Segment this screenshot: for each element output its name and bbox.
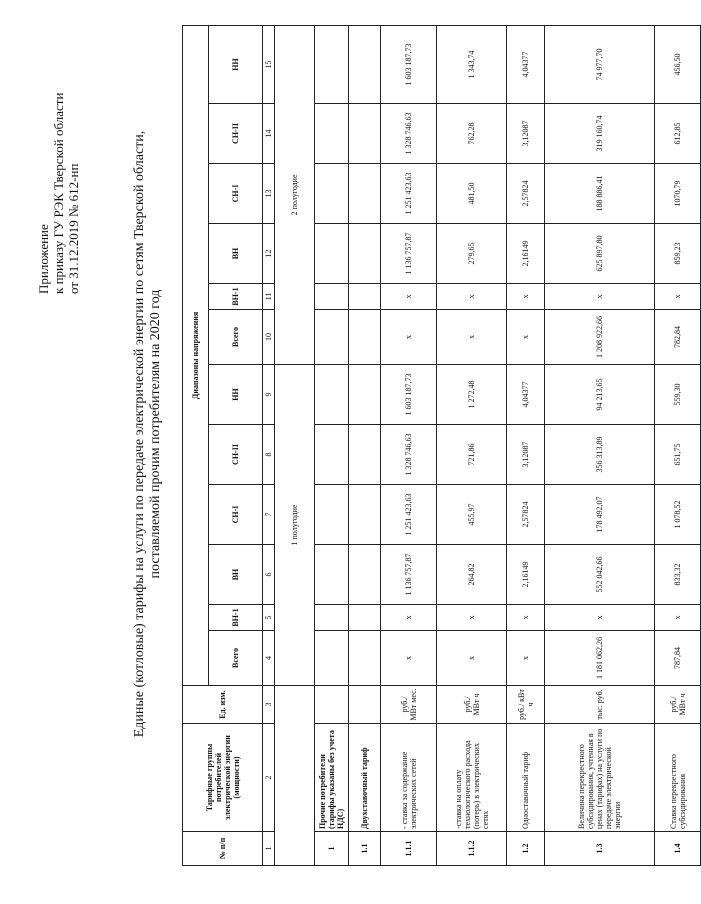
row-cell: 4,04377	[507, 365, 545, 425]
row-cell: x	[381, 631, 437, 686]
row-cell: x	[437, 631, 507, 686]
row-cell: 1 603 187,73	[381, 25, 437, 103]
row-cell: 782,84	[655, 310, 701, 365]
row-cell: x	[545, 284, 655, 310]
column-number-12: 12	[263, 224, 275, 284]
table-row	[315, 25, 349, 865]
row-cell	[315, 164, 349, 224]
row-cell	[315, 224, 349, 284]
row-cell: 94 213,65	[545, 365, 655, 425]
column-number-10: 10	[263, 310, 275, 365]
header-col-5: СН-II	[209, 425, 263, 485]
row-cell: 456,50	[655, 25, 701, 103]
row-cell	[349, 164, 381, 224]
row-cell	[349, 224, 381, 284]
row-cell: 1 136 757,87	[381, 224, 437, 284]
header-col-3: ВН	[209, 545, 263, 605]
row-cell: 3,12087	[507, 425, 545, 485]
row-cell	[315, 631, 349, 686]
row-cell: 833,32	[655, 545, 701, 605]
row-cell: x	[507, 310, 545, 365]
table-row	[655, 25, 701, 865]
column-number-15: 15	[263, 25, 275, 103]
row-cell	[349, 25, 381, 103]
row-cell: 1 078,52	[655, 485, 701, 545]
table-row	[349, 25, 381, 865]
row-cell: 455,97	[437, 485, 507, 545]
row-cell	[349, 631, 381, 686]
row-unit	[349, 686, 381, 724]
row-cell: x	[545, 605, 655, 631]
half-year-row	[275, 25, 315, 865]
row-cell: 552 042,66	[545, 545, 655, 605]
column-number-4: 4	[263, 631, 275, 686]
header-row-ranges	[183, 25, 209, 865]
row-cell: x	[437, 605, 507, 631]
row-cell: 721,86	[437, 425, 507, 485]
column-number-7: 7	[263, 485, 275, 545]
header-unit: Ед. изм.	[183, 686, 263, 724]
header-row-numbers	[263, 25, 275, 865]
row-cell: 481,50	[437, 164, 507, 224]
header-group: Тарифные группы потребителей электрической энергии (мощности)	[183, 724, 263, 832]
row-cell: x	[655, 284, 701, 310]
row-group-name: Величина перекрестного субсидирования, учтенная в ценах (тарифах) на услуги по передаче электрической энергии	[545, 724, 655, 832]
row-cell: 1 328 746,63	[381, 104, 437, 164]
row-cell: 1 343,74	[437, 25, 507, 103]
row-number: 1.1.2	[437, 832, 507, 866]
row-cell: 178 492,07	[545, 485, 655, 545]
appendix-title: Приложение	[36, 224, 51, 294]
column-number-8: 8	[263, 425, 275, 485]
row-cell: 559,30	[655, 365, 701, 425]
row-group-name: Ставка перекрестного субсидирования	[655, 724, 701, 832]
row-cell: 1 251 423,63	[381, 485, 437, 545]
row-cell	[349, 365, 381, 425]
row-cell: x	[381, 284, 437, 310]
row-cell: 1 208 922,66	[545, 310, 655, 365]
row-unit: руб./ МВт ч	[437, 686, 507, 724]
column-number-1: 1	[263, 832, 275, 866]
column-number-3: 3	[263, 686, 275, 724]
row-cell: 279,65	[437, 224, 507, 284]
half-year-spacer	[275, 686, 315, 866]
header-col-7: Всего	[209, 310, 263, 365]
row-cell: 3,12087	[507, 104, 545, 164]
row-cell: x	[437, 310, 507, 365]
column-number-13: 13	[263, 164, 275, 224]
column-number-11: 11	[263, 284, 275, 310]
row-cell: 2,16149	[507, 224, 545, 284]
row-cell	[315, 284, 349, 310]
row-number: 1.4	[655, 832, 701, 866]
half-year-1: 1 полугодие	[275, 365, 315, 686]
header-col-10: СН-I	[209, 164, 263, 224]
row-cell	[349, 485, 381, 545]
row-cell	[315, 545, 349, 605]
row-cell: 1 136 757,87	[381, 545, 437, 605]
row-cell: 4,04377	[507, 25, 545, 103]
table-row	[507, 25, 545, 865]
row-cell: 625 897,80	[545, 224, 655, 284]
row-cell: 612,85	[655, 104, 701, 164]
row-cell: x	[507, 631, 545, 686]
row-cell: 762,28	[437, 104, 507, 164]
appendix-order-ref: к приказу ГУ РЭК Тверской области	[51, 92, 66, 294]
row-cell	[315, 605, 349, 631]
row-cell: 1 603 187,73	[381, 365, 437, 425]
row-cell	[349, 605, 381, 631]
row-unit: руб./ МВт ч	[655, 686, 701, 724]
row-number: 1.1.1	[381, 832, 437, 866]
table-row	[545, 25, 655, 865]
row-cell	[349, 310, 381, 365]
column-number-5: 5	[263, 605, 275, 631]
tariff-table	[182, 25, 701, 866]
column-number-14: 14	[263, 104, 275, 164]
header-voltage-ranges: Диапазоны напряжения	[183, 25, 209, 685]
header-col-8: ВН-1	[209, 284, 263, 310]
row-cell: 1 251 423,63	[381, 164, 437, 224]
row-group-name: -ставка на оплату технологического расхода (потерь) в электрических сетях	[437, 724, 507, 832]
header-col-12: НН	[209, 25, 263, 103]
appendix-order-date: от 31.12.2019 № 612-нп	[66, 163, 81, 294]
header-col-4: СН-I	[209, 485, 263, 545]
row-number: 1.1	[349, 832, 381, 866]
column-number-2: 2	[263, 724, 275, 832]
document-title-line1: Единые (котловые) тарифы на услуги по передаче электрической энергии по сетям Тверской области,	[132, 130, 147, 738]
column-number-9: 9	[263, 365, 275, 425]
row-cell	[349, 545, 381, 605]
row-cell: 1070,79	[655, 164, 701, 224]
row-cell	[315, 310, 349, 365]
row-cell: 1 181 062,26	[545, 631, 655, 686]
row-unit: руб./ кВт ч	[507, 686, 545, 724]
row-cell: x	[381, 605, 437, 631]
header-num: № п/п	[183, 832, 263, 866]
row-cell	[349, 284, 381, 310]
row-cell: x	[655, 605, 701, 631]
row-cell: x	[507, 605, 545, 631]
column-number-6: 6	[263, 545, 275, 605]
appendix-block	[36, 34, 81, 294]
row-group-name: Прочие потребители (тарифы указаны без учета НДС)	[315, 724, 349, 832]
row-group-name: - ставка за содержание электрических сетей	[381, 724, 437, 832]
row-unit: тыс. руб.	[545, 686, 655, 724]
header-col-2: ВН-1	[209, 605, 263, 631]
table-row	[381, 25, 437, 865]
row-cell: 356 313,89	[545, 425, 655, 485]
row-cell: x	[437, 284, 507, 310]
row-number: 1.3	[545, 832, 655, 866]
row-number: 1	[315, 832, 349, 866]
row-cell: x	[507, 284, 545, 310]
row-number: 1.2	[507, 832, 545, 866]
row-group-name: Двухставочный тариф	[349, 724, 381, 832]
row-cell: 74 977,70	[545, 25, 655, 103]
row-cell: 2,16149	[507, 545, 545, 605]
row-cell	[349, 104, 381, 164]
header-col-6: НН	[209, 365, 263, 425]
half-year-2: 2 полугодие	[275, 25, 315, 364]
row-cell	[315, 25, 349, 103]
row-cell: 2,57824	[507, 485, 545, 545]
header-col-11: СН-II	[209, 104, 263, 164]
row-cell	[315, 104, 349, 164]
row-cell: 1 328 746,63	[381, 425, 437, 485]
row-cell	[315, 365, 349, 425]
row-cell	[315, 425, 349, 485]
header-col-9: ВН	[209, 224, 263, 284]
row-cell: x	[381, 310, 437, 365]
row-cell: 264,82	[437, 545, 507, 605]
row-cell: 859,23	[655, 224, 701, 284]
row-cell: 2,57824	[507, 164, 545, 224]
row-unit	[315, 686, 349, 724]
row-cell: 651,75	[655, 425, 701, 485]
row-cell: 319 160,74	[545, 104, 655, 164]
row-cell: 188 886,41	[545, 164, 655, 224]
table-row	[437, 25, 507, 865]
row-cell: 1 272,48	[437, 365, 507, 425]
row-cell	[315, 485, 349, 545]
row-unit: руб./ МВт мес.	[381, 686, 437, 724]
header-col-1: Всего	[209, 631, 263, 686]
row-cell: 787,84	[655, 631, 701, 686]
document-title-line2: поставляемой прочим потребителям на 2020 год	[148, 289, 163, 579]
row-group-name: Одноставочный тариф	[507, 724, 545, 832]
row-cell	[349, 425, 381, 485]
